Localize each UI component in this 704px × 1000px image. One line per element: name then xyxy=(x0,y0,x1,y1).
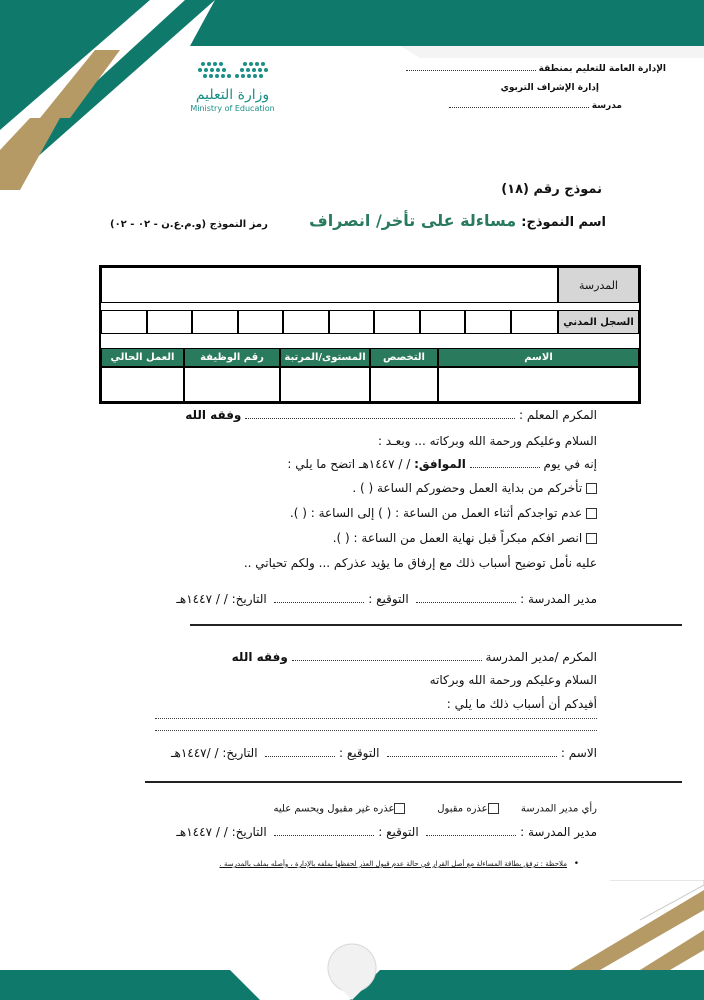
teacher-request: عليه نأمل توضيح أسباب ذلك مع إرفاق ما يؤيد عذركم ... ولكم تحياتي .. xyxy=(243,556,597,570)
teacher-name-field[interactable] xyxy=(245,418,515,419)
ministry-logo-icon xyxy=(193,60,273,82)
teacher-greeting: السلام وعليكم ورحمة الله وبركاته ... وبعـد : xyxy=(377,434,597,448)
civil-digit[interactable] xyxy=(238,310,283,334)
incident-date-row: إنه في يوم الموافق: / / ١٤٤٧هـ اتضح ما يلي : xyxy=(287,457,597,471)
civil-digit[interactable] xyxy=(420,310,465,334)
checkbox-accepted[interactable] xyxy=(488,803,499,814)
reply-signature-row: الاسم : التوقيع : التاريخ: / /١٤٤٧هـ xyxy=(171,746,597,760)
civil-record-label: السجل المدني xyxy=(558,310,639,334)
civil-digit[interactable] xyxy=(192,310,238,334)
header-name: الاسم xyxy=(438,348,639,367)
reason-line[interactable] xyxy=(155,730,597,731)
header-specialty: التخصص xyxy=(370,348,438,367)
specialty-input-cell[interactable] xyxy=(370,367,438,402)
principal-field[interactable] xyxy=(292,660,482,661)
current-work-input-cell[interactable] xyxy=(101,367,184,402)
ministry-logo xyxy=(185,60,280,125)
reply-greeting: السلام وعليكم ورحمة الله وبركاته xyxy=(429,673,597,687)
header-current-work: العمل الحالي xyxy=(101,348,184,367)
section-divider xyxy=(145,781,682,783)
teacher-address-row xyxy=(167,408,597,422)
job-number-input-cell[interactable] xyxy=(184,367,280,402)
decision-row: رأي مدير المدرسة عذره مقبول عذره غير مقبول ويحسم عليه xyxy=(273,803,597,815)
principal-signature-row-1: مدير المدرسة : التوقيع : التاريخ: / / ١٤٤٧هـ xyxy=(176,592,597,606)
header-job-number: رقم الوظيفة xyxy=(184,348,280,367)
header-line-2: إدارة الإشراف التربوي xyxy=(500,83,599,93)
option-absence[interactable]: عدم تواجدكم أثناء العمل من الساعة : ( ) إلى الساعة : ( ). xyxy=(290,506,597,520)
header-line-1: الإدارة العامة للتعليم بمنطقة xyxy=(406,64,666,74)
form-name: مساءلة على تأخر/ انصراف xyxy=(309,211,517,230)
logo-english: Ministry of Education xyxy=(190,104,275,113)
school-input-cell[interactable] xyxy=(101,267,558,303)
top-left-decoration xyxy=(0,0,704,190)
form-code: رمز النموذج (و.م.ع.ن - ٠٢ - ٠٢) xyxy=(110,219,268,230)
checkbox-absence[interactable] xyxy=(586,508,597,519)
school-label: المدرسة xyxy=(558,267,639,303)
checkbox-late-arrival[interactable] xyxy=(586,483,597,494)
header-level: المستوى/المرتبة xyxy=(280,348,370,367)
form-name-row xyxy=(309,211,606,230)
may-allah-guide: وفقه الله xyxy=(185,408,242,422)
level-input-cell[interactable] xyxy=(280,367,370,402)
civil-digit[interactable] xyxy=(374,310,420,334)
header-line-3: مدرسة xyxy=(449,101,622,111)
checkbox-early-leave[interactable] xyxy=(586,533,597,544)
checkbox-not-accepted[interactable] xyxy=(394,803,405,814)
signature-field[interactable] xyxy=(265,756,335,757)
reason-line[interactable] xyxy=(155,718,597,719)
signature-field[interactable] xyxy=(274,602,364,603)
principal-signature-row-2: مدير المدرسة : التوقيع : التاريخ: / / ١٤٤٧هـ xyxy=(176,825,597,839)
form-name-label: اسم النموذج: xyxy=(521,215,606,230)
footnote: • ملاحظة : ترفق بطاقة المساءلة مع أصل القرار في حالة عدم قبول العذر لحفظها بملفه بالإدارة ، وأصله بملف بالمدرسة . xyxy=(219,859,579,869)
logo-arabic: وزارة التعليم xyxy=(195,87,270,103)
option-late-arrival[interactable]: تأخركم من بداية العمل وحضوركم الساعة ( ) . xyxy=(352,481,597,495)
bottom-decoration xyxy=(0,880,704,1000)
signature-field[interactable] xyxy=(274,835,374,836)
reply-address-row: المكرم /مدير المدرسة وفقه الله xyxy=(231,650,597,664)
section-divider xyxy=(190,624,682,626)
respected-teacher-label: المكرم المعلم : xyxy=(519,408,597,422)
teacher-name-field[interactable] xyxy=(387,756,557,757)
civil-digit[interactable] xyxy=(511,310,558,334)
reply-inform: أفيدكم أن أسباب ذلك ما يلي : xyxy=(446,697,597,711)
day-field[interactable] xyxy=(470,467,540,468)
civil-digit[interactable] xyxy=(147,310,192,334)
civil-digit[interactable] xyxy=(465,310,511,334)
civil-digit[interactable] xyxy=(101,310,147,334)
principal-name-field[interactable] xyxy=(416,602,516,603)
name-input-cell[interactable] xyxy=(438,367,639,402)
principal-name-field[interactable] xyxy=(426,835,516,836)
form-number: نموذج رقم (١٨) xyxy=(501,182,602,197)
civil-digit[interactable] xyxy=(329,310,374,334)
option-early-leave[interactable]: انصر افكم مبكراً قبل نهاية العمل من الساعة : ( ). xyxy=(333,531,597,545)
employee-info-table xyxy=(99,265,641,404)
civil-digit[interactable] xyxy=(283,310,329,334)
